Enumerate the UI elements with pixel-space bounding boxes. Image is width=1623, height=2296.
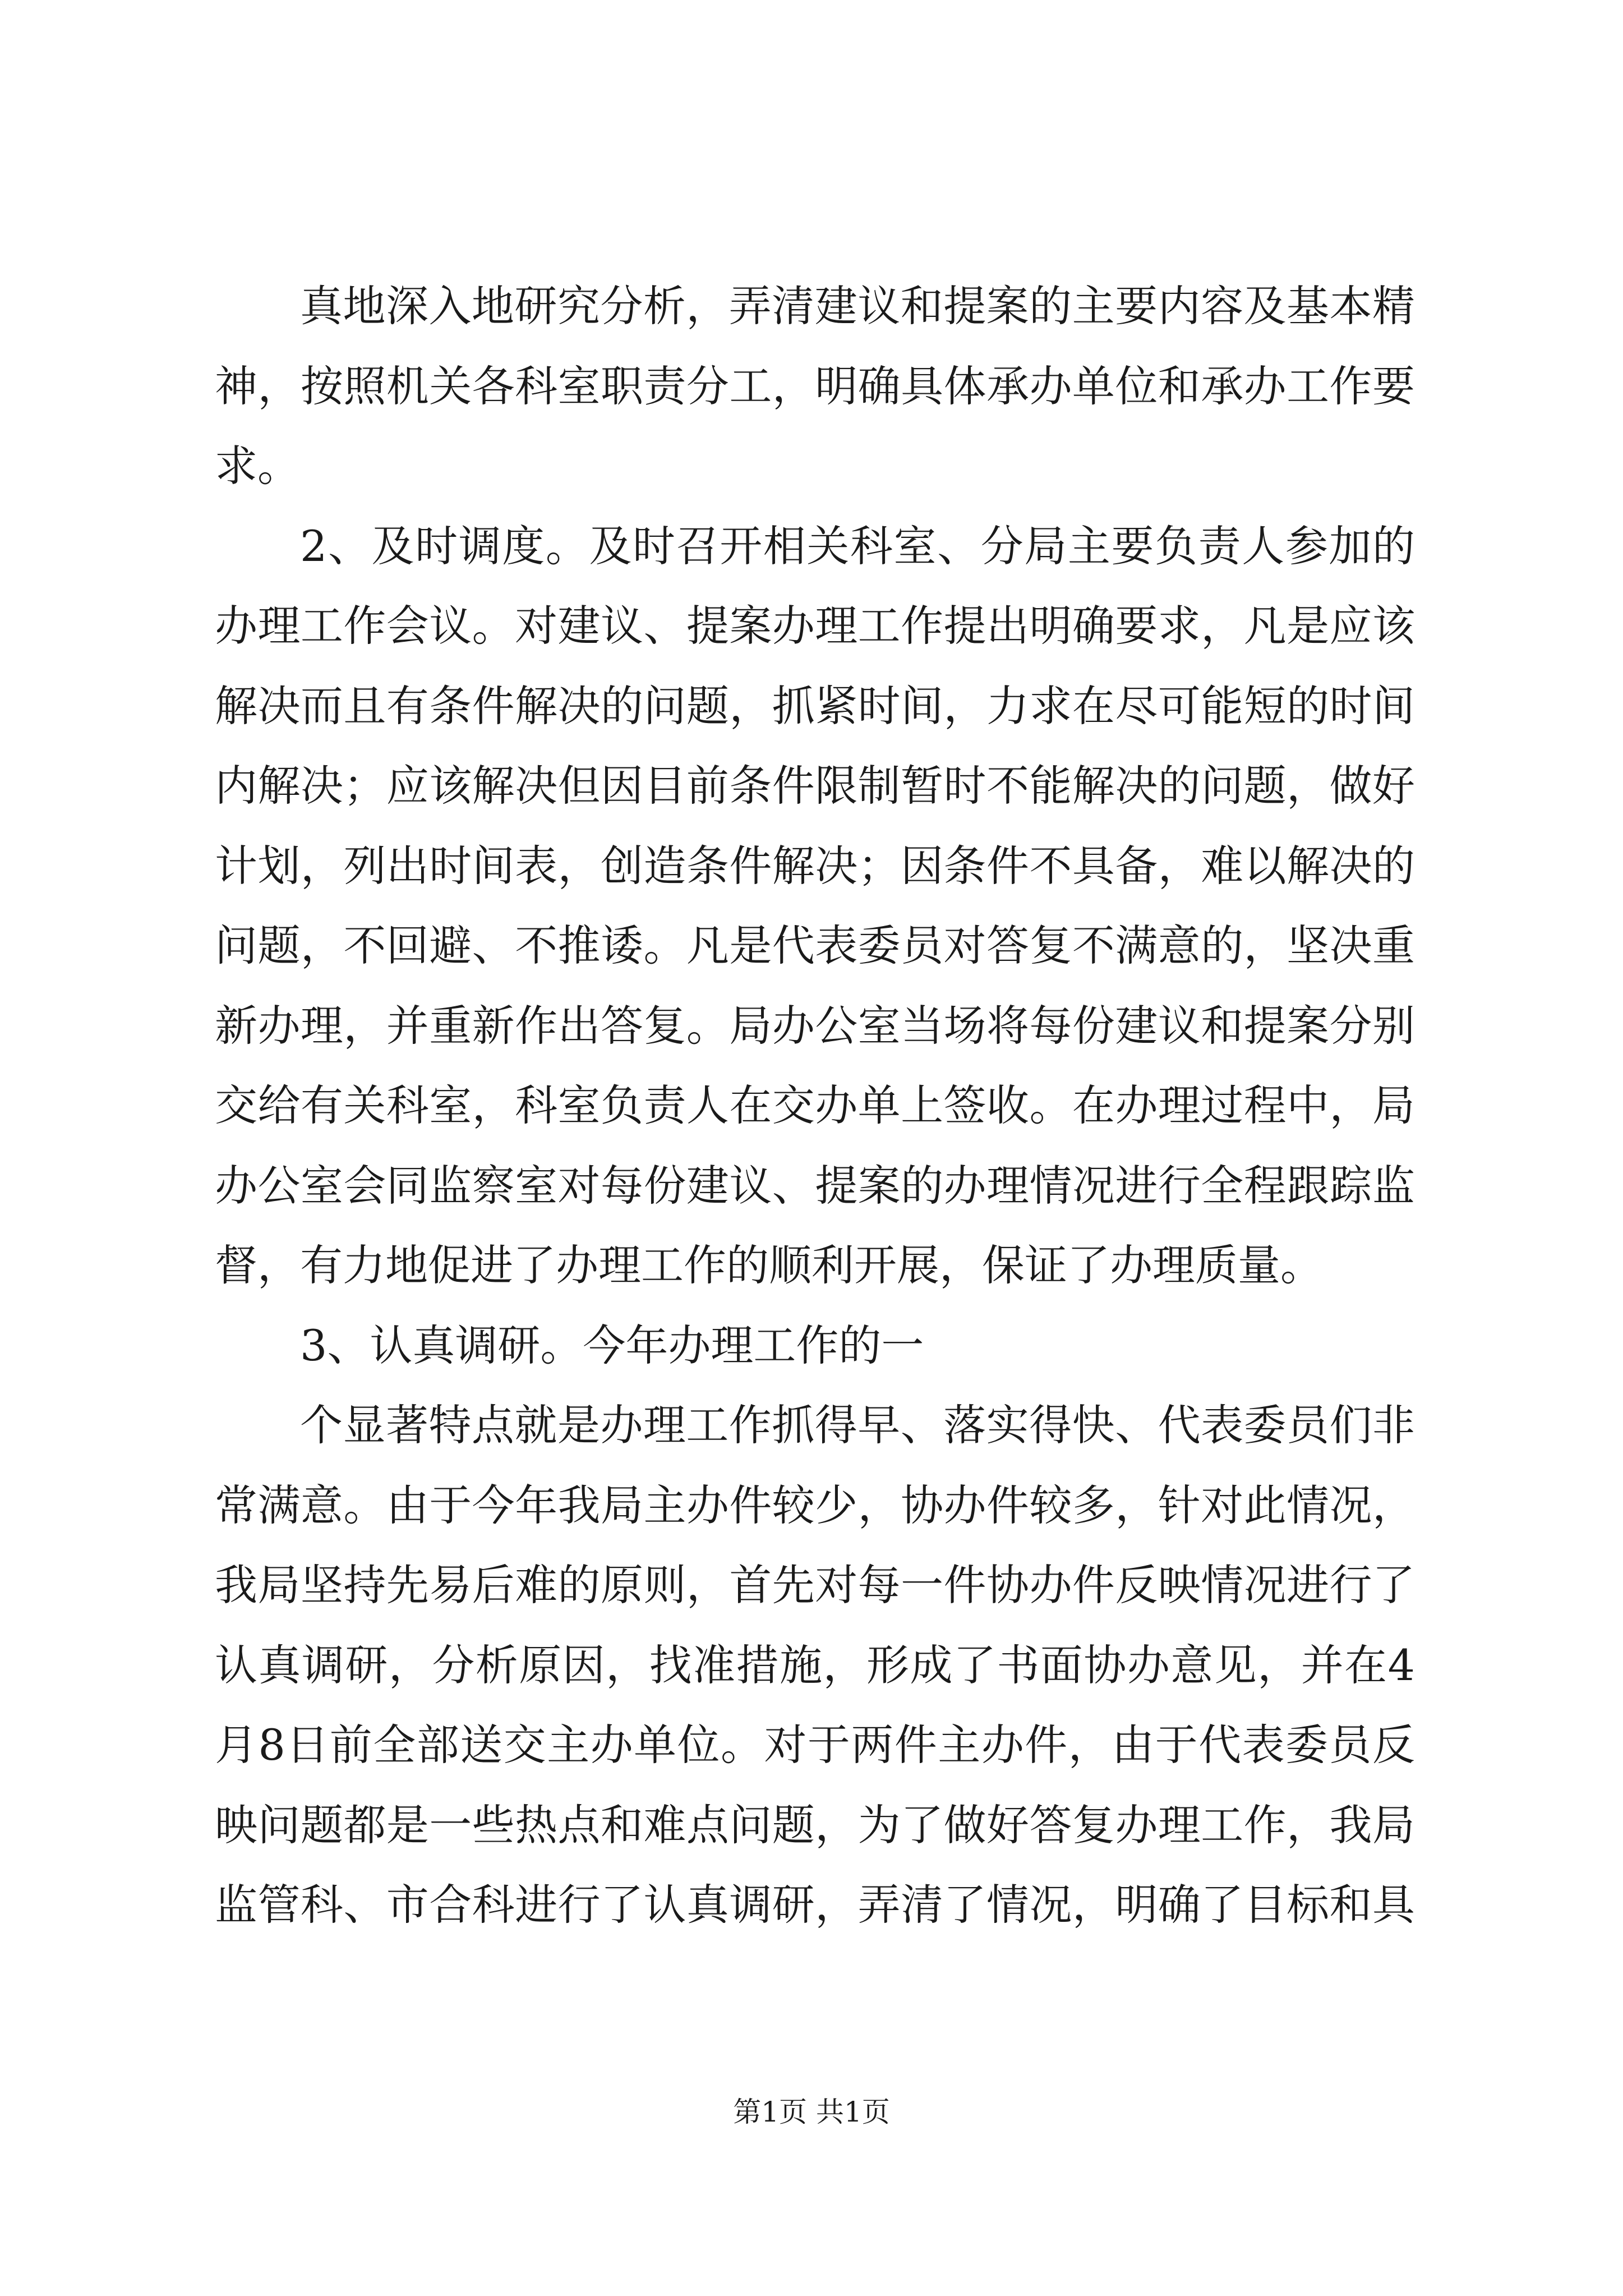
text-line: 解决而且有条件解决的问题，抓紧时间，力求在尽可能短的时间 — [215, 680, 1415, 731]
text-line: 内解决；应该解决但因目前条件限制暂时不能解决的问题，做好 — [215, 761, 1415, 811]
text-line: 交给有关科室，科室负责人在交办单上签收。在办理过程中，局 — [215, 1080, 1415, 1130]
text-line: 神，按照机关各科室职责分工，明确具体承办单位和承办工作要 — [215, 361, 1415, 411]
text-line: 2、及时调度。及时召开相关科室、分局主要负责人参加的 — [300, 521, 1415, 571]
text-line: 办公室会同监察室对每份建议、提案的办理情况进行全程跟踪监 — [215, 1160, 1415, 1211]
page-footer: 第1页 共1页 — [733, 2096, 890, 2128]
text-line: 认真调研，分析原因，找准措施，形成了书面协办意见，并在4 — [215, 1640, 1415, 1690]
text-line: 监管科、市合科进行了认真调研，弄清了情况，明确了目标和具 — [215, 1880, 1415, 1930]
text-line: 常满意。由于今年我局主办件较少，协办件较多，针对此情况， — [215, 1480, 1415, 1530]
text-line: 办理工作会议。对建议、提案办理工作提出明确要求，凡是应该 — [215, 601, 1415, 651]
text-line: 督，有力地促进了办理工作的顺利开展，保证了办理质量。 — [215, 1240, 1323, 1290]
text-line: 我局坚持先易后难的原则，首先对每一件协办件反映情况进行了 — [215, 1560, 1415, 1610]
text-line: 求。 — [215, 441, 300, 491]
text-line: 月8日前全部送交主办单位。对于两件主办件，由于代表委员反 — [215, 1720, 1415, 1770]
text-line: 映问题都是一些热点和难点问题，为了做好答复办理工作，我局 — [215, 1800, 1415, 1850]
text-line: 个显著特点就是办理工作抓得早、落实得快、代表委员们非 — [300, 1400, 1415, 1450]
document-body — [215, 266, 1415, 1945]
text-line: 真地深入地研究分析，弄清建议和提案的主要内容及基本精 — [300, 281, 1415, 331]
text-line: 新办理，并重新作出答复。局办公室当场将每份建议和提案分别 — [215, 1000, 1415, 1051]
text-line: 3、认真调研。今年办理工作的一 — [300, 1320, 924, 1370]
text-line: 问题，不回避、不推诿。凡是代表委员对答复不满意的，坚决重 — [215, 921, 1415, 970]
text-line: 计划，列出时间表，创造条件解决；因条件不具备，难以解决的 — [215, 840, 1415, 891]
